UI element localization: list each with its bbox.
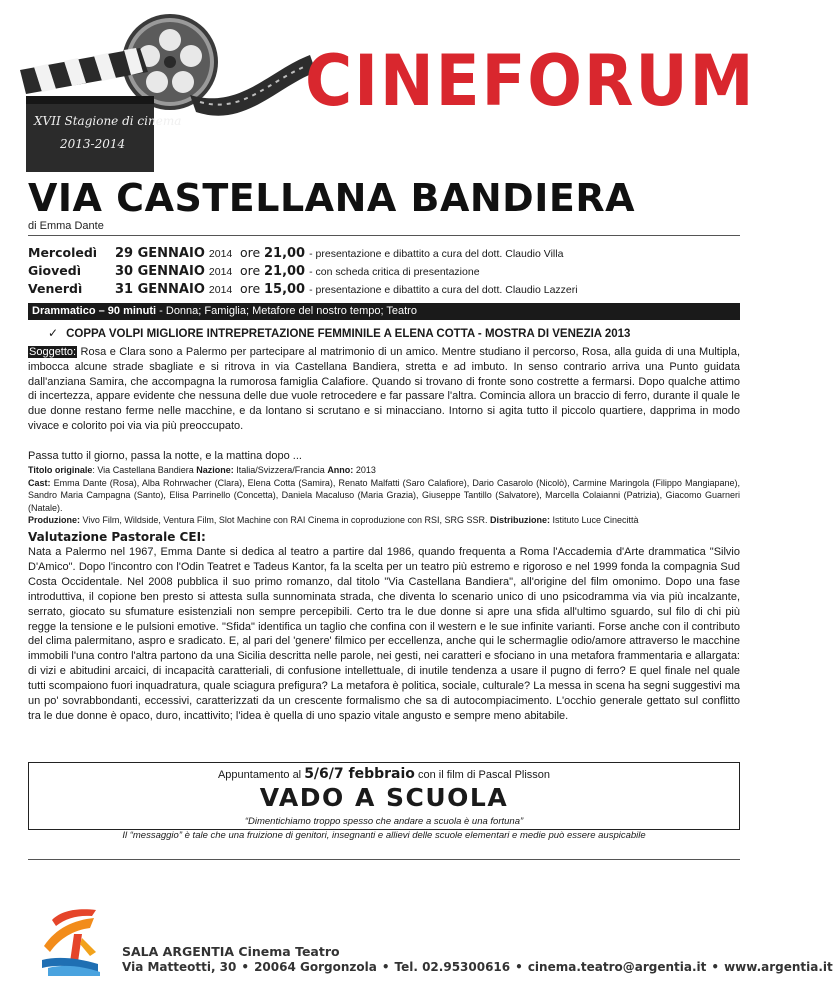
venue-name: SALA ARGENTIA Cinema Teatro [122,944,340,959]
schedule-time: 21,00 [263,264,306,279]
genre-tags: - Donna; Famiglia; Metafore del nostro tempo; Teatro [156,305,417,317]
schedule-day: Giovedì [28,263,81,278]
award-line [48,325,630,342]
schedule-time: 15,00 [263,282,306,297]
argentia-logo-icon [38,898,116,976]
schedule-note: - presentazione e dibattito a cura del dott. Claudio Villa [309,248,564,260]
schedule-time: 21,00 [263,246,306,261]
venue-address: Via Matteotti, 30 [122,960,237,974]
venue-phone: Tel. 02.95300616 [394,960,511,974]
credits-original-title-label: Titolo originale [28,465,93,475]
credits-cast [28,477,740,515]
schedule-date: 31 GENNAIO [115,282,205,297]
film-title: VIA CASTELLANA BANDIERA [28,176,635,220]
next-note: Il “messaggio” è tale che una fruizione di genitori, insegnanti e allievi delle scuole elementari e medie può essere auspicabile [122,830,646,841]
next-dates: 5/6/7 febbraio [304,766,415,782]
schedule-date: 30 GENNAIO [115,264,205,279]
schedule-row [28,262,480,281]
venue-email[interactable]: cinema.teatro@argentia.it [527,960,707,974]
venue-city: 20064 Gorgonzola [254,960,377,974]
film-director: di Emma Dante [28,220,104,232]
next-quote: “Dimentichiamo troppo spesso che andare a scuola è una fortuna” [244,816,524,827]
venue-contacts [122,960,833,974]
credits-production-label: Produzione: [28,515,80,526]
schedule-year: 2014 [208,284,233,296]
schedule-row [28,280,578,299]
schedule-ore: ore [240,245,261,260]
checkmark-icon: ✓ [48,326,59,340]
clapperboard-reel-illustration [20,0,320,190]
schedule-date: 29 GENNAIO [115,246,205,261]
bullet-separator: • [515,960,523,974]
next-screening-line [28,766,740,782]
award-text: COPPA VOLPI MIGLIORE INTREPRETAZIONE FEMMINILE A ELENA COTTA - MOSTRA DI VENEZIA 2013 [66,328,631,340]
clapper-text-line1: XVII Stagione di cinema [34,114,182,128]
credits-nation: Italia/Svizzera/Francia [233,465,328,475]
next-prefix: Appuntamento al [217,769,305,781]
next-suffix: con il film di Pascal Plisson [414,769,551,781]
credits-original-title: : Via Castellana Bandiera [92,465,197,475]
next-film-title: VADO A SCUOLA [259,783,509,812]
synopsis [28,345,740,434]
pastorale-title: Valutazione Pastorale CEI: [28,530,206,544]
credits-distribution: Istituto Luce Cinecittà [550,515,639,526]
pastorale-text: Nata a Palermo nel 1967, Emma Dante si dedica al teatro a partire dal 1986, quando frequenta a Roma l'Accademia d'Arte drammatica "Silvio D'Amico". Dopo l'incontro con l'Odin Teatret e Tadeus Kantor, fa la scelta per un teatro più estremo e rigoroso e nel 1999 fonda la compagnia Sud Costa Occidentale. Nel 2008 pubblica il suo primo romanzo, dal titolo "Via Castellana Bandiera", all'origine del film omonimo. Dopo una fase introduttiva, il copione ben presto si attesta sulla sunnominata strada, che diventa lo scenario unico di uno psicodramma via via più incalzante, serrato, giocato su sfumature esistenziali non sempre percepibili. Certo tra le due donne si apre una sfida all'ultimo sguardo, sul filo di chi più regge la tensione e le pulsioni emotive. "Sfida" identifica un taglio che confina con il western e le sue infinite varianti. Forse anche con il contributo del clima palermitano, aspro e sradicato. E, al pari del 'genere' filmico per eccellenza, anche qui le schermaglie odio/amore attraverso le macchine immobili l'una contro l'altra partono da una Sicilia descritta nelle parole, nei gesti, nei caratteri e sfociano in una metafora frammentaria e allargata: di vizi e abitudini arcaici, di incapacità caratteriali, di confusione intellettuale, di inutile tendenza a usare il pugno di ferro? E quel finale nel quale tutti scompaiono fuori inquadratura, quale sciagura prefigura? La metafora è politica, sociale, culturale? La messa in scena ha segni suggestivi ma un po' sovrabbondanti, eccessivi, caratterizzati da un crescente formalismo che sa di autocompiacimento. L'occhio generale gettato sul conflitto tra le due donne è opaco, duro, incattivito; l'idea è quella di uno spazio vitale angusto e sempre meno abitabile. [28,546,740,722]
credits-cast-label: Cast: [28,477,51,488]
venue-website[interactable]: www.argentia.it [724,960,833,974]
bullet-separator: • [381,960,390,974]
credits-distribution-label: Distribuzione: [490,515,550,526]
synopsis-text: Rosa e Clara sono a Palermo per partecipare al matrimonio di un amico. Mentre studiano il percorso, Rosa, alla guida di una Multipla, imbocca alcune strade sbagliate e si ritrova in via Castellana Bandiera, stretta e ad imbuto. In senso contrario arriva una Punto guidata dall'anziana Samira, che accompagna la rumorosa famiglia Calafiore. Quando si trovano di fronte sono costrette a fermarsi. Dopo qualche attimo di incertezza, appare evidente che nessuna delle due vuole retrocedere e far passare l'altra. Comincia allora un braccio di ferro, durante il quale le due donne restano ferme nelle macchine, e da lontano si scrutano e si minacciano. Intorno si agita tutto il piccolo quartiere, dapprima in modo vivace e colorito poi via via più preoccupato. [28,346,740,432]
credits-year: 2013 [353,465,376,475]
credits-production [28,514,740,527]
schedule-row [28,244,563,263]
credits-production-list: Vivo Film, Wildside, Ventura Film, Slot Machine con RAI Cinema in coproduzione con RSI, SRG SSR. [80,515,490,526]
schedule-note: - presentazione e dibattito a cura del dott. Claudio Lazzeri [309,284,578,296]
schedule-ore: ore [240,281,261,296]
synopsis-label: Soggetto: [29,346,77,358]
schedule-day: Mercoledì [28,245,98,260]
credits-cast-list: Emma Dante (Rosa), Alba Rohrwacher (Clara), Elena Cotta (Samira), Renato Malfatti (Saro Calafiore), Dario Casarolo (Nicolò), Carmine Maringola (Filippo Mangiapane), Sandro Maria Campagna (Santo), Elisa Parrinello (Concetta), Daniela Macaluso (Maria Grazia), Giuseppe Tantillo (Salvatore), Marcella Colaianni (Patrizia), Giacomo Guarneri (Natale). [28,477,740,513]
footer-divider [28,859,740,860]
genre-bar [28,303,740,320]
schedule-note: - con scheda critica di presentazione [309,266,480,278]
bullet-separator: • [241,960,250,974]
divider [28,235,740,236]
synopsis-last-line: Passa tutto il giorno, passa la notte, e la mattina dopo ... [28,450,302,462]
schedule-year: 2014 [208,248,233,260]
schedule-ore: ore [240,263,261,278]
clapper-text-line2: 2013-2014 [60,137,126,151]
cineforum-brand-title: CINEFORUM [305,40,756,122]
credits-nation-label: Nazione: [196,465,234,475]
credits-year-label: Anno: [327,465,354,475]
bullet-separator: • [711,960,720,974]
schedule-day: Venerdì [28,281,83,296]
schedule-year: 2014 [208,266,233,278]
credits-title-line [28,464,740,477]
genre-duration: Drammatico – 90 minuti [32,305,157,317]
